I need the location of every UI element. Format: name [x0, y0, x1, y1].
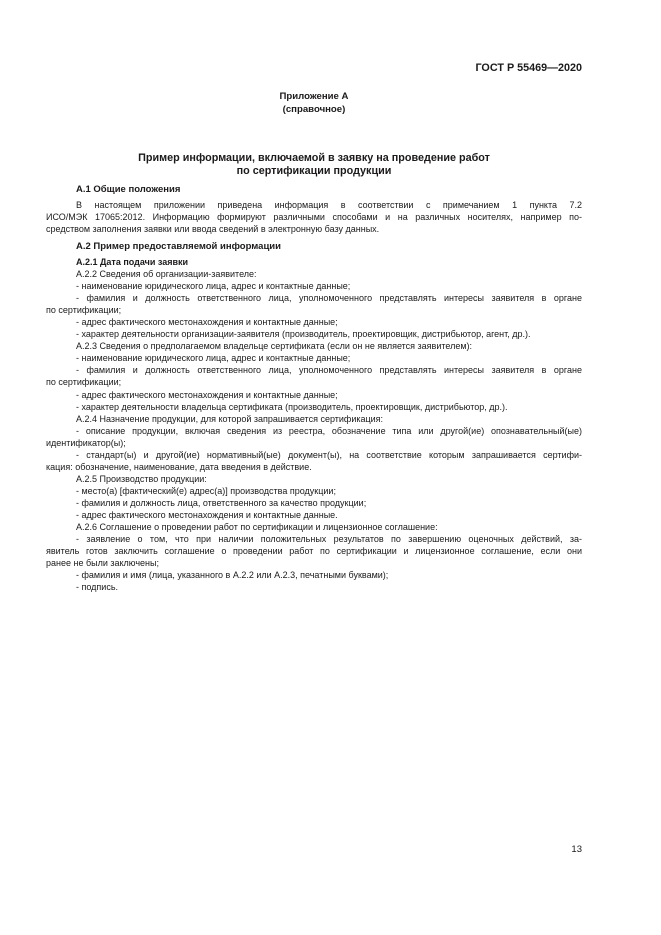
text-line: А.2.5 Производство продукции:: [76, 474, 207, 484]
list-item: - заявление о том, что при наличии положительных результатов по завершению оценочных действий, за-: [76, 534, 582, 544]
text-line: по сертификации;: [46, 305, 122, 315]
subsection-heading-a2-1: А.2.1 Дата подачи заявки: [76, 257, 189, 267]
text-line: явитель готов заключить соглашение о проведении работ по сертификации и лицензионное соглашение, если они: [46, 546, 582, 556]
list-item: - наименование юридического лица, адрес и контактные данные;: [76, 281, 351, 291]
section-heading-a1: А.1 Общие положения: [76, 184, 181, 195]
list-item: - фамилия и должность ответственного лица, уполномоченного представлять интересы заявителя в органе: [76, 293, 582, 303]
list-item: - адрес фактического местонахождения и контактные данные;: [76, 317, 338, 327]
appendix-type: (справочное): [282, 104, 346, 115]
text-line: А.2.2 Сведения об организации-заявителе:: [76, 269, 257, 279]
text-line: А.2.4 Назначение продукции, для которой запрашивается сертификация:: [76, 414, 384, 424]
list-item: - адрес фактического местонахождения и контактные данные.: [76, 510, 338, 520]
text-line: А.2.6 Соглашение о проведении работ по сертификации и лицензионное соглашение:: [76, 522, 438, 532]
appendix-label: Приложение А: [279, 91, 349, 102]
list-item: - фамилия и должность ответственного лица, уполномоченного представлять интересы заявителя в органе: [76, 365, 582, 375]
document-code: ГОСТ Р 55469—2020: [475, 62, 582, 74]
text-line: идентификатор(ы);: [46, 438, 126, 448]
page-title-line-1: Пример информации, включаемой в заявку на проведение работ: [138, 152, 490, 164]
text-line: по сертификации;: [46, 377, 122, 387]
list-item: - наименование юридического лица, адрес и контактные данные;: [76, 353, 351, 363]
text-line: ИСО/МЭК 17065:2012. Информацию формируют различными способами и на различных носителях, например по-: [46, 212, 582, 222]
text-line: ранее не были заключены;: [46, 558, 159, 568]
text-line: средством заполнения заявки или ввода сведений в электронную базу данных.: [46, 224, 380, 234]
list-item: - характер деятельности владельца сертификата (производитель, проектировщик, дистрибьютор, др.).: [76, 402, 508, 412]
list-item: - подпись.: [76, 582, 119, 592]
text-line: В настоящем приложении приведена информация в соответствии с примечанием 1 пункта 7.2: [76, 200, 582, 210]
list-item: - место(а) [фактический(е) адрес(а)] производства продукции;: [76, 486, 336, 496]
page-number: 13: [571, 844, 582, 855]
section-heading-a2: А.2 Пример предоставляемой информации: [76, 241, 281, 252]
list-item: - стандарт(ы) и другой(ие) нормативный(ые) документ(ы), на соответствие которым запрашивается сертифи-: [76, 450, 582, 460]
page-title-line-2: по сертификации продукции: [236, 165, 392, 177]
list-item: - характер деятельности организации-заявителя (производитель, проектировщик, дистрибьютор, агент, др.).: [76, 329, 531, 339]
list-item: - адрес фактического местонахождения и контактные данные;: [76, 390, 338, 400]
list-item: - фамилия и должность лица, ответственного за качество продукции;: [76, 498, 367, 508]
text-line: А.2.3 Сведения о предполагаемом владельце сертификата (если он не является заявителем):: [76, 341, 473, 351]
list-item: - фамилия и имя (лица, указанного в А.2.2 или А.2.3, печатными буквами);: [76, 570, 389, 580]
list-item: - описание продукции, включая сведения из реестра, обозначение типа или другой(ие) опознавательный(ые): [76, 426, 582, 436]
text-line: кация: обозначение, наименование, дата введения в действие.: [46, 462, 312, 472]
